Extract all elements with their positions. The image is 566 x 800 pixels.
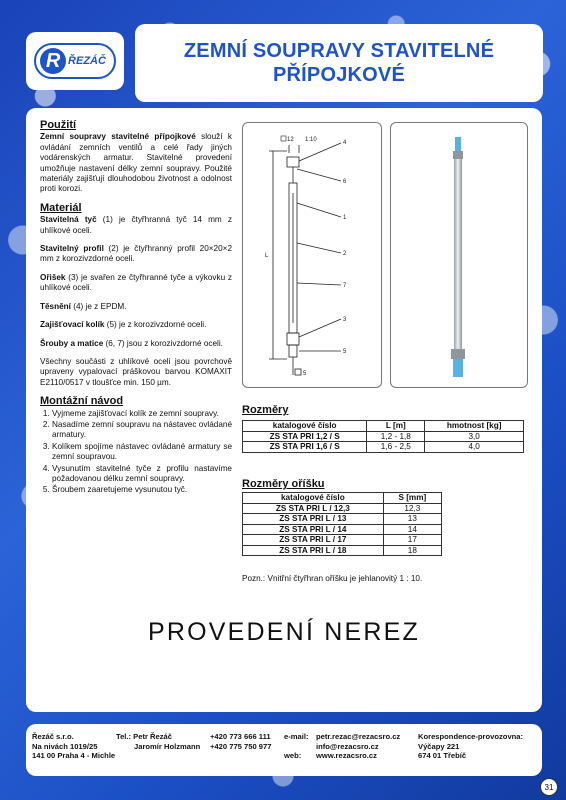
table-row [243, 535, 442, 546]
technical-drawing [242, 122, 382, 388]
drawing-label: 5 [343, 349, 347, 355]
table-row [243, 431, 524, 442]
table-cell: ZS STA PRI L / 17 [243, 535, 384, 546]
material-item-text: (4) je z EPDM. [70, 301, 127, 311]
table-cell: ZS STA PRI L / 18 [243, 545, 384, 556]
assembly-step: 2. Nasadíme zemní soupravu na nástavec ovládané armatury. [52, 420, 232, 441]
material-item-text: (1) je čtyřhranná tyč 14 mm z uhlíkové oceli. [40, 215, 232, 235]
footer-email2-link[interactable]: info@rezacsro.cz [316, 741, 379, 751]
footer-email-label: e-mail: [284, 732, 309, 741]
material-item-text: (6, 7) jsou z korozivzdorné oceli. [103, 338, 223, 348]
nut-table [242, 492, 442, 556]
footer-labels [284, 732, 308, 761]
assembly-step: 4. Vysunutím stavitelné tyče z profilu nastavíme požadovanou délku zemní soupravy. [52, 464, 232, 485]
table-cell: 13 [383, 514, 441, 525]
technical-drawing-svg [243, 123, 383, 389]
table-cell: 12,3 [383, 503, 441, 514]
logo-text: ŘEZÁČ [68, 55, 106, 67]
table-cell: ZS STA PRI L / 14 [243, 524, 384, 535]
drawing-label: L [265, 253, 269, 259]
footer-contact1-phone: +420 773 666 111 [210, 732, 271, 741]
title-panel [135, 24, 543, 102]
assembly-step: 5. Šroubem zaaretujeme vysunutou tyč. [52, 485, 232, 495]
usage-text [40, 132, 232, 194]
table-header: S [mm] [383, 493, 441, 504]
drawing-label: 1 [343, 215, 347, 221]
footer-corr-label: Korespondence-provozovna: [418, 732, 524, 741]
footer-correspondence [418, 732, 523, 761]
company-logo [34, 43, 116, 79]
footer-corr-city: 674 01 Třebíč [418, 751, 467, 760]
usage-text-body: slouží k ovládání zemních ventilů a celé řady jiných vodárenských armatur. Stavitelné provedení umožňuje nastavení délky zemní soupravy. Použité materiály zajišťují dlouhodobou životnost a odolnost proti korozi. [40, 132, 232, 194]
table-row [243, 503, 442, 514]
footer-contact2-phone: +420 775 750 977 [210, 741, 272, 751]
table-cell: 17 [383, 535, 441, 546]
material-item-text: (3) je svařen ze čtyřhranné tyče a výkovku z uhlíkové oceli. [40, 272, 232, 293]
footer-phones [116, 732, 200, 751]
table-cell: ZS STA PRI 1,6 / S [243, 442, 367, 453]
footer-web-label: web: [284, 751, 302, 760]
table-header: hmotnost [kg] [425, 421, 524, 432]
material-item [40, 244, 232, 265]
table-header: L [m] [367, 421, 425, 432]
main-panel [26, 108, 542, 712]
logo-panel [26, 32, 124, 90]
footer-company: Řezáč s.r.o. [32, 732, 74, 741]
nut-note: Pozn.: Vnitřní čtyřhran oříšku je jehlanovitý 1 : 10. [242, 574, 423, 583]
material-item [40, 215, 232, 236]
drawing-label: 7 [343, 283, 347, 289]
table-row [243, 524, 442, 535]
page-number: 31 [540, 778, 558, 796]
drawing-label: 3 [343, 317, 347, 323]
table-cell: ZS STA PRI L / 12,3 [243, 503, 384, 514]
footer-web-link[interactable]: www.rezacsro.cz [316, 751, 377, 760]
material-item-name: Stavitelný profil [40, 244, 104, 254]
coating-text: Všechny součásti z uhlíkové oceli jsou povrchově upraveny vypalovací práškovou barvou KOMAXIT E2110/0517 v tloušťce min. 150 µm. [40, 356, 232, 387]
table-cell: ZS STA PRI 1,2 / S [243, 431, 367, 442]
footer-online [316, 732, 400, 761]
table-row [243, 442, 524, 453]
footer-email1-link[interactable]: petr.rezac@rezacsro.cz [316, 732, 401, 741]
top-cap-icon [455, 137, 461, 151]
material-item-name: Šrouby a matice [40, 338, 104, 348]
table-cell: 3,0 [425, 431, 524, 442]
logo-letter: R [40, 48, 66, 74]
material-item-name: Ořišek [40, 272, 66, 282]
product-photo [390, 122, 528, 388]
drawing-label: 6 [343, 179, 347, 185]
material-item-name: Stavitelná tyč [40, 215, 97, 225]
usage-heading: Použití [40, 119, 77, 131]
drawing-label: 2 [343, 251, 347, 257]
footer-contact1-name: Petr Řezáč [133, 732, 173, 741]
material-item-name: Těsnění [40, 301, 71, 311]
assembly-step: 3. Kolíkem spojíme nástavec ovládané armatury se zemní soupravou. [52, 442, 232, 463]
table-row [243, 545, 442, 556]
table-header: katalogové číslo [243, 421, 367, 432]
table-cell: 4,0 [425, 442, 524, 453]
assembly-heading: Montážní návod [40, 395, 124, 408]
drawing-label: 5 [303, 371, 307, 377]
table-row [243, 514, 442, 525]
footer-corr-street: Výčapy 221 [418, 741, 460, 751]
page-title-line1: ZEMNÍ SOUPRAVY STAVITELNÉ [183, 40, 495, 62]
material-item-text: (5) je z korozivzdorné oceli. [104, 320, 207, 330]
dimensions-heading: Rozměry [242, 404, 289, 416]
variant-caption: PROVEDENÍ NEREZ [148, 618, 420, 646]
table-cell: 18 [383, 545, 441, 556]
footer-address [32, 732, 115, 761]
bottom-nut-icon [453, 359, 463, 377]
drawing-label: 1:10 [305, 137, 317, 143]
product-photo-svg [391, 123, 529, 389]
footer-phone-numbers [210, 732, 271, 751]
page-title-line2: PŘÍPOJKOVÉ [272, 64, 406, 86]
description-column [40, 120, 232, 497]
footer-tel-label: Tel.: [116, 732, 132, 741]
material-heading: Materiál [40, 201, 82, 214]
drawing-label: 12 [287, 137, 294, 143]
drawing-label: 4 [343, 140, 347, 146]
table-cell: ZS STA PRI L / 13 [243, 514, 384, 525]
material-item [40, 339, 232, 349]
footer-contact2-name: Jaromír Holzmann [134, 741, 201, 751]
material-item-name: Zajišťovací kolík [40, 320, 105, 330]
table-cell: 1,6 - 2,5 [367, 442, 425, 453]
material-item [40, 273, 232, 294]
footer-city: 141 00 Praha 4 - Michle [32, 751, 116, 760]
usage-text-bold: Zemní soupravy stavitelné přípojkové [40, 132, 196, 142]
nut-heading: Rozměry oříšku [242, 478, 325, 490]
dimensions-table [242, 420, 524, 453]
material-item [40, 320, 232, 330]
material-item [40, 302, 232, 312]
assembly-steps [40, 409, 232, 496]
footer-street: Na nivách 1019/25 [32, 741, 98, 751]
material-item-text: (2) je čtyřhranný profil 20×20×2 mm z korozivzdorné oceli. [40, 244, 232, 264]
footer-panel [26, 724, 542, 776]
table-cell: 14 [383, 524, 441, 535]
table-cell: 1,2 - 1,8 [367, 431, 425, 442]
table-header: katalogové číslo [243, 493, 384, 504]
assembly-step: 1. Vyjmeme zajišťovací kolík ze zemní soupravy. [52, 409, 232, 419]
